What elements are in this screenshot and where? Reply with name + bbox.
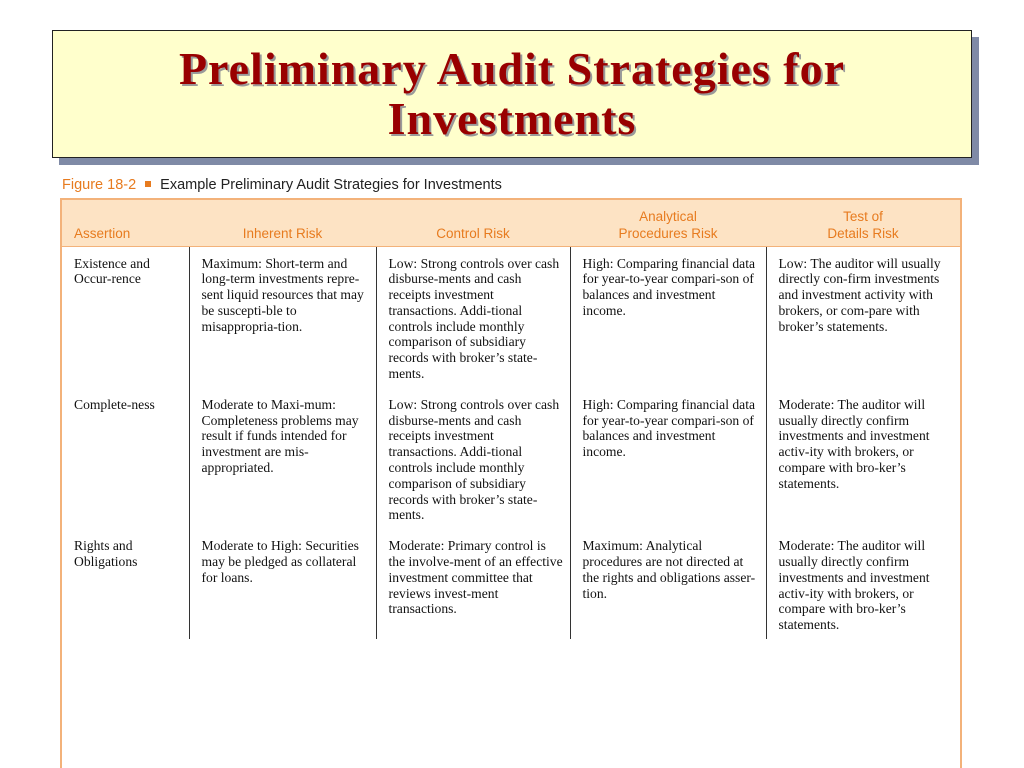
cell-analytical-risk: Maximum: Analytical procedures are not directed at the rights and obligations asser-tion. [570,529,766,639]
table-row [62,529,960,639]
table-header-row [62,200,960,246]
slide-title-line2: Investments [387,93,637,144]
slide-title [179,44,845,144]
slide-title-line1: Preliminary Audit Strategies for [178,43,846,94]
cell-inherent-risk: Maximum: Short-term and long-term investments repre-sent liquid resources that may be suscepti-ble to misappropria-tion. [189,246,376,388]
cell-control-risk: Moderate: Primary control is the involve-ment of an effective investment committee that reviews invest-ment transactions. [376,529,570,639]
strategies-table-container [60,198,962,768]
figure-number: Figure 18-2 [62,177,137,193]
cell-assertion: Complete-ness [74,396,155,412]
caption-bullet-icon [145,181,151,187]
cell-details-risk: Moderate: The auditor will usually directly confirm investments and investment activ-ity with brokers, or compare with bro-ker’s statements. [766,529,960,639]
cell-details-risk: Low: The auditor will usually directly con-firm investments and investment activity with brokers, or com-pare with broker’s statements. [766,246,960,388]
header-control-risk: Control Risk [376,200,570,246]
cell-control-risk: Low: Strong controls over cash disburse-ments and cash receipts investment transactions. Addi-tional controls include monthly comparison of subsidiary records with broker’s state-ments. [376,388,570,529]
header-test-of-details-risk: Test of Details Risk [766,200,960,246]
cell-details-risk: Moderate: The auditor will usually directly confirm investments and investment activ-ity with brokers, or compare with bro-ker’s statements. [766,388,960,529]
figure-caption-text: Example Preliminary Audit Strategies for Investments [160,177,502,193]
header-assertion: Assertion [62,200,189,246]
header-inherent-risk: Inherent Risk [189,200,376,246]
table-row [62,246,960,388]
strategies-table [62,200,960,639]
cell-inherent-risk: Moderate to Maxi-mum: Completeness problems may result if funds intended for investment are mis-appropriated. [189,388,376,529]
table-row [62,388,960,529]
cell-assertion: Rights and Obligations [74,538,138,570]
slide-title-box [52,30,972,158]
figure-caption [62,177,502,193]
cell-inherent-risk: Moderate to High: Securities may be pledged as collateral for loans. [189,529,376,639]
cell-analytical-risk: High: Comparing financial data for year-to-year compari-son of balances and investment income. [570,246,766,388]
cell-control-risk: Low: Strong controls over cash disburse-ments and cash receipts investment transactions. Addi-tional controls include monthly comparison of subsidiary records with broker’s state-ments. [376,246,570,388]
cell-analytical-risk: High: Comparing financial data for year-to-year compari-son of balances and investment income. [570,388,766,529]
header-analytical-procedures-risk: Analytical Procedures Risk [570,200,766,246]
cell-assertion: Existence and Occur-rence [74,255,150,287]
